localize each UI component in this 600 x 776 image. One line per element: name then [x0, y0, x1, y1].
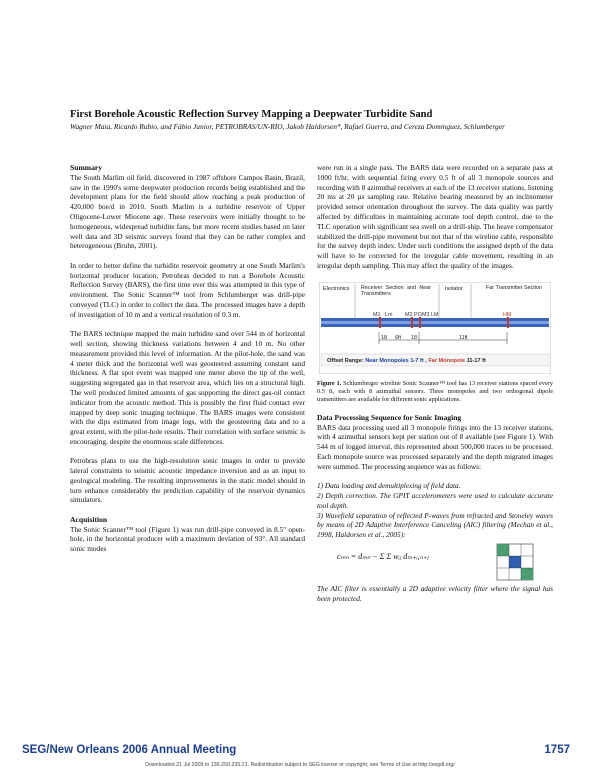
summary-paragraph-2: In order to better define the turbidite reservoir geometry at one South Marlim's horizontal producer location, Petrobras decided to run a Borehole Acoustic Reflection Survey (BARS), the first time ever this was attempted in this type of environment. The Sonic Scanner™ tool from Schlumberger was drill-pipe conveyed (TLC) in order to collect the data. The processed images have a depth of investigation of 10 m and a vertical resolution of 0.3 m. — [70, 260, 305, 319]
offset-far-range: 11-17 ft — [466, 357, 486, 364]
aic-equation — [317, 540, 553, 584]
section-receiver: Receiver Section and Near Transmitters — [361, 284, 431, 297]
dim-3: 18 — [411, 334, 417, 341]
acquisition-paragraph-1: The Sonic Scanner™ tool (Figure 1) was run drill-pipe conveyed in 8.5" open-hole, in the horizontal producer with a maximum deviation of 93°. All standard sonic modes — [70, 524, 305, 554]
after-equation-text: The AIC filter is essentially a 2D adaptive velocity filter where the signal has been protected. — [317, 583, 553, 603]
caption-text: Schlumberger wireline Sonic Scanner™ tool has 13 receiver stations spaced every 0.5 ft, each with 8 azimuthal sensors. Three monopoles and two orthogonal dipole transmitters are available for different sonic applications. — [317, 379, 553, 403]
figure-1-tool-diagram — [319, 282, 551, 374]
offset-range-label: Offset Range: — [327, 357, 364, 364]
page-number: 1757 — [544, 744, 570, 756]
processing-heading: Data Processing Sequence for Sonic Imaging — [317, 412, 462, 422]
marker-lm2: LM — [431, 311, 439, 318]
authors: Wagner Maia, Ricardo Rubio, and Fábio Junior, PETROBRAS/UN-RIO, Jakob Haldorsen*, Rafael Guerra, and Cereza Dominguez, Schlumberger — [70, 122, 505, 131]
section-far-transmitter: Far Transmitter Section — [485, 284, 543, 291]
marker-hm: HM — [503, 311, 512, 318]
acquisition-paragraph-2: were run in a single pass. The BARS data were recorded on a separate pass at 1000 ft/hr, with sequential firing every 0.5 ft of all 3 monopole sources and recording with 8 azimuthal receivers at each of the 13 receiver stations, listening 20 ms at 20 µs sampling rate. Relative bearing measured by an inclinometer provided sensor orientation throughout the survey. The data quality was partly affected by difficulties in maintaining accurate tool depth control, due to the TLC operation with significant sea swell on a drill-ship. The heave compensator stabilized the drill-pipe movement but not that of the wireline cable, responsible for the survey depth index. Under such conditions the assigned depth of the data will have to be corrected for the irregular cable movement, resulting in an irregular depth sampling. This may affect the quality of the images. — [317, 163, 553, 270]
download-notice: Downloaded 21 Jul 2009 to 136.250.235.21. Redistribution subject to SEG license or copyright; see Terms of Use at http://segdl.org/ — [145, 762, 455, 768]
marker-po: PO — [414, 311, 422, 318]
section-electronics: Electronics — [323, 285, 350, 292]
right-column — [317, 163, 553, 613]
marker-m2: M2 — [405, 311, 413, 318]
processing-paragraph-1: BARS data processing used all 3 monopole firings into the 13 receiver stations, with 4 azimuthal sensors kept per station out of 8 available (see Figure 1). With 544 m of logged interval, this represented about 500,000 traces to be processed. Each monopole source was processed separately and the depth migrated images were summed. The processing sequence was as follows: — [317, 422, 553, 471]
filter-grid-icon — [495, 542, 535, 582]
processing-steps — [317, 481, 553, 540]
figure-1-caption — [317, 380, 553, 404]
offset-near: Near Monopoles 1-7 ft , — [365, 357, 427, 364]
section-isolator: Isolator — [445, 285, 463, 292]
marker-lm: Lm — [385, 311, 393, 318]
processing-step-3: 3) Wavefield separation of reflected P-waves from refracted and Stoneley waves by means of 2D Adaptive Interference Canceling (AIC) filtering (Mechan et al., 1998, Haldorsen et al., 2005): — [317, 510, 553, 540]
marker-m3: M3 — [422, 311, 430, 318]
caption-label: Figure 1. — [317, 379, 342, 387]
summary-paragraph-1: The South Marlim oil field, discovered in 1987 offshore Campos Basin, Brazil, saw in the 1990's some deepwater production records being established and the development plans for the field should allow reaching a peak production of 420,000 boe/d in 2010. South Marlim is a turbidite reservoir of Upper Oligocene-Lower Miocene age. These reservoirs were initially thought to be homogeneous, widespread turbidite fans, but more recent studies based on later well data and 3D seismic surveys found that they can be rather complex and heterogeneous (Bruhn, 2001). — [70, 172, 305, 251]
left-column — [70, 163, 305, 564]
paper-title: First Borehole Acoustic Reflection Survey Mapping a Deepwater Turbidite Sand — [70, 109, 433, 120]
offset-range-row — [327, 357, 486, 367]
dim-2: 6ft — [395, 334, 401, 341]
summary-paragraph-3: The BARS technique mapped the main turbidite sand over 544 m of horizontal well section, showing thickness variations between 4 and 10 m. No other measurement provided this level of information. At the pilot-hole, the sand was 4 meter thick and the horizontal well was geosteered assuming constant sand thickness. A flat spot event was mapped one meter above the tip of the well, suggesting segregated gas in that reservoir area, which lies on a structural high. The well produced limited amounts of gas supporting the direct gas-oil contact indicator from the acoustic method. This is possibly the first fluid contact ever mapped by deep sonic imaging technique. The BARS images were consistent with the dips estimated from image logs, with the geosteering data and to a great extent, with the pilot-hole results. Their correlation with surface seismic is encouraging, despite the enormous scale differences. — [70, 329, 305, 446]
marker-m1: M1 — [373, 311, 381, 318]
offset-far: Far Monopole — [428, 357, 466, 364]
dim-4: 11ft — [459, 334, 468, 341]
processing-step-1: 1) Data loading and demultiplexing of field data. — [317, 481, 461, 491]
processing-step-2: 2) Depth correction. The GPIT accelerometers were used to calculate accurate tool depth. — [317, 490, 553, 510]
dim-1: 18 — [381, 334, 387, 341]
summary-paragraph-4: Petrobras plans to use the high-resolution sonic images in order to provide lateral constraints to seismic acoustic impedance inversion and as an input to geological modeling. The resulting improvements in the static model should in turn enhance considerably the prediction capability of the reservoir dynamics simulators. — [70, 456, 305, 505]
summary-heading: Summary — [70, 163, 103, 172]
meeting-footer: SEG/New Orleans 2006 Annual Meeting — [22, 744, 237, 756]
acquisition-heading: Acquisition — [70, 514, 108, 524]
equation-text: cₘₙ = dₘₙ − Σ Σ wᵢⱼ dₘ₊ᵢ,ₙ₊ⱼ — [337, 551, 429, 561]
